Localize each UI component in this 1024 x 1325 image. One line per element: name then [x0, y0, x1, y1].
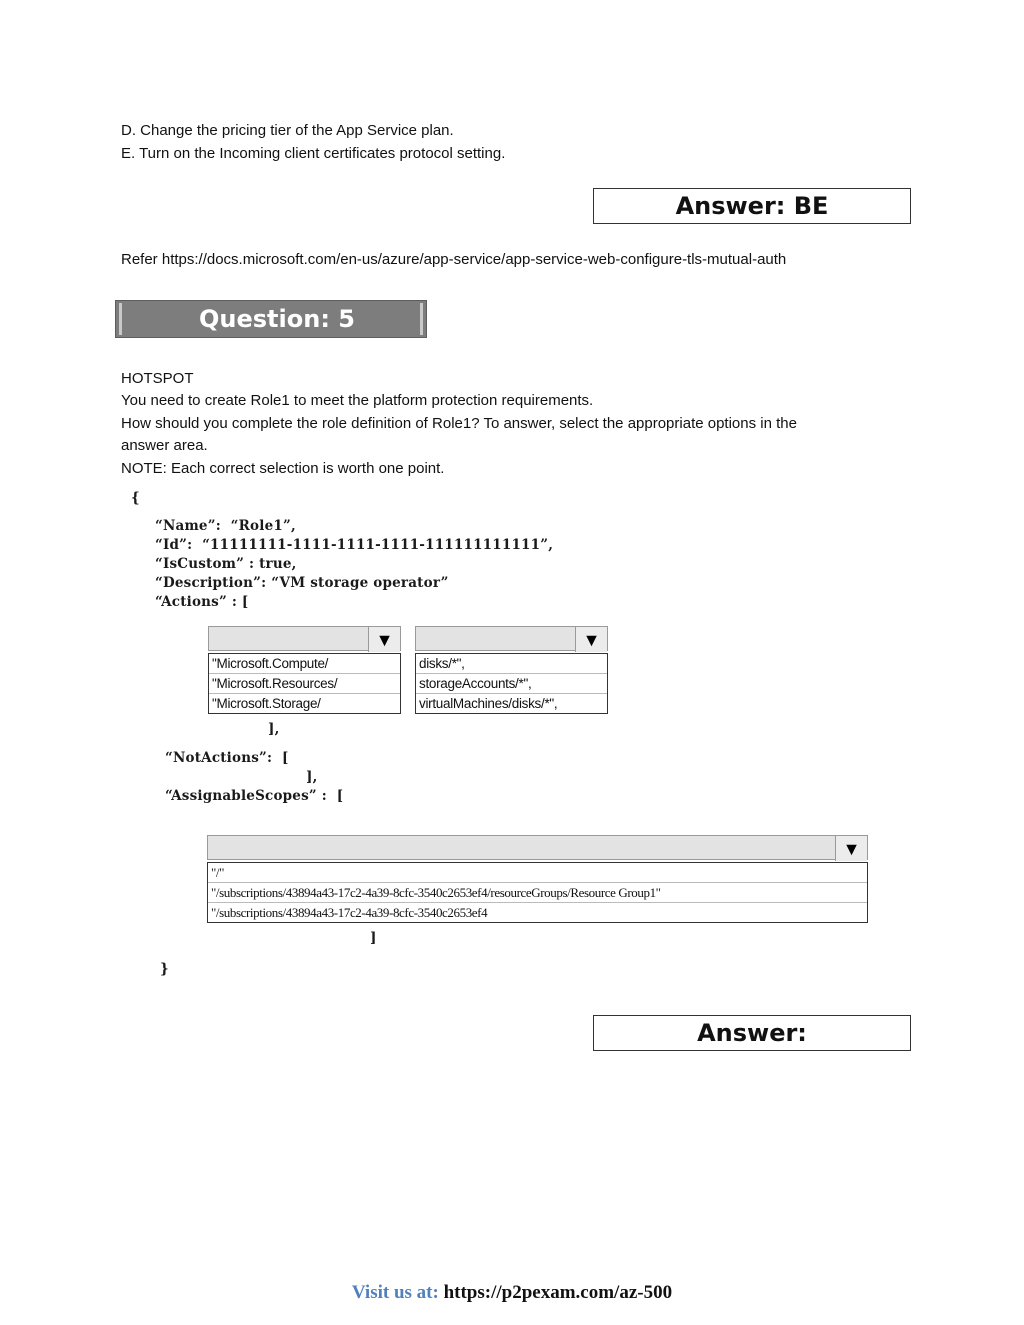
- question-note: NOTE: Each correct selection is worth one point.: [121, 460, 445, 477]
- code-notactions-line: “NotActions”: [: [165, 750, 289, 766]
- dropdown-option[interactable]: "Microsoft.Storage/: [212, 696, 321, 711]
- footer-label: Visit us at:: [351, 1282, 439, 1303]
- answer-text-prev: Answer: BE: [675, 192, 829, 220]
- question-banner: [115, 300, 427, 338]
- dropdown-option[interactable]: "Microsoft.Compute/: [209, 654, 400, 674]
- chevron-down-icon[interactable]: ▼: [835, 836, 867, 861]
- question-line-3: answer area.: [121, 437, 208, 454]
- code-id-line: “Id”: “11111111-1111-1111-1111-111111111111”,: [155, 537, 554, 553]
- dropdown-option[interactable]: "Microsoft.Resources/: [209, 674, 400, 694]
- chevron-down-icon[interactable]: ▼: [575, 627, 607, 652]
- question-title: Question: 5: [199, 305, 355, 333]
- code-name-line: “Name”: “Role1”,: [155, 518, 296, 534]
- dropdown-option[interactable]: virtualMachines/disks/*",: [419, 696, 558, 711]
- code-assignablescopes-line: “AssignableScopes” : [: [165, 788, 344, 804]
- code-description-line: “Description”: “VM storage operator”: [155, 575, 449, 591]
- code-open-brace: {: [131, 490, 140, 506]
- refer-link-text: Refer https://docs.microsoft.com/en-us/azure/app-service/app-service-web-configure-tls-mutual-auth: [121, 251, 787, 268]
- option-e: E. Turn on the Incoming client certificates protocol setting.: [121, 145, 506, 162]
- code-iscustom-line: “IsCustom” : true,: [155, 556, 297, 572]
- option-d: D. Change the pricing tier of the App Service plan.: [121, 122, 454, 139]
- code-scopes-close: ]: [370, 930, 377, 946]
- code-actions-line: “Actions” : [: [155, 594, 249, 610]
- code-close-brace: }: [160, 961, 169, 977]
- dropdown-options: [415, 653, 608, 714]
- dropdown-header[interactable]: [207, 835, 868, 860]
- chevron-down-icon[interactable]: ▼: [368, 627, 400, 652]
- answer-box-prev: [593, 188, 911, 224]
- footer: [0, 1282, 1024, 1304]
- answer-label: Answer:: [697, 1019, 807, 1047]
- dropdown-option[interactable]: "/": [208, 863, 867, 883]
- dropdown-option[interactable]: storageAccounts/*",: [416, 674, 607, 694]
- code-notactions-close: ],: [306, 769, 318, 785]
- dropdown-options: [208, 653, 401, 714]
- answer-box: [593, 1015, 911, 1051]
- actions-resource-dropdown[interactable]: [415, 626, 608, 713]
- assignable-scopes-dropdown[interactable]: [207, 835, 868, 921]
- dropdown-option[interactable]: "/subscriptions/43894a43-17c2-4a39-8cfc-3540c2653ef4: [211, 905, 488, 920]
- footer-url[interactable]: https://p2pexam.com/az-500: [443, 1282, 673, 1303]
- question-type: HOTSPOT: [121, 370, 194, 387]
- question-line-2: How should you complete the role definition of Role1? To answer, select the appropriate options in the: [121, 415, 797, 432]
- dropdown-option[interactable]: disks/*",: [416, 654, 607, 674]
- dropdown-header[interactable]: [415, 626, 608, 651]
- dropdown-header[interactable]: [208, 626, 401, 651]
- code-actions-close: ],: [268, 721, 280, 737]
- question-line-1: You need to create Role1 to meet the platform protection requirements.: [121, 392, 594, 409]
- dropdown-option[interactable]: "/subscriptions/43894a43-17c2-4a39-8cfc-3540c2653ef4/resourceGroups/Resource Group1": [208, 883, 867, 903]
- dropdown-options: [207, 862, 868, 923]
- actions-provider-dropdown[interactable]: [208, 626, 401, 713]
